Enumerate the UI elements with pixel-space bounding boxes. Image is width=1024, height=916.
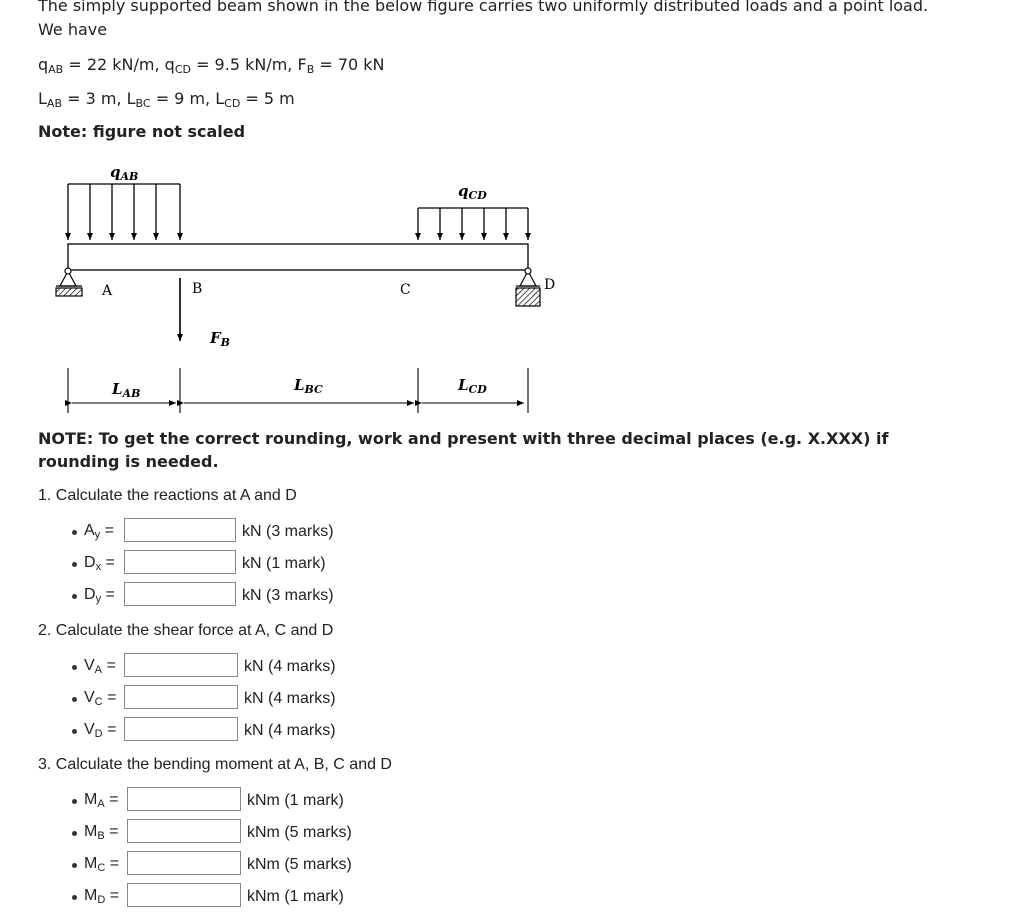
- bullet: [72, 729, 77, 734]
- label-l-bc: $L_{BC}$: [294, 376, 323, 396]
- label-q-ab: $q_{AB}$: [110, 163, 139, 183]
- input-ma[interactable]: [127, 787, 241, 811]
- bullet: [72, 895, 77, 900]
- unit-mc: kNm (5 marks): [247, 856, 352, 873]
- rounding-note-line-1: NOTE: To get the correct rounding, work and present with three decimal places (e.g. X.XXX) if: [38, 429, 889, 448]
- label-l-cd: $L_{CD}$: [458, 376, 487, 396]
- unit-va: kN (4 marks): [244, 658, 336, 675]
- bullet: [72, 831, 77, 836]
- unit-vd: kN (4 marks): [244, 722, 336, 739]
- given-loads: $q_{AB} = 22$ kN/m, $q_{CD} = 9.5$ kN/m, $F_B = 70$ kN: [38, 55, 385, 76]
- bullet: [72, 665, 77, 670]
- bullet: [72, 562, 77, 567]
- label-dx: $D_x$ =: [84, 554, 115, 573]
- bullet: [72, 863, 77, 868]
- label-dy: $D_y$ =: [84, 586, 115, 605]
- bullet: [72, 697, 77, 702]
- label-l-ab: $L_{AB}$: [112, 380, 141, 400]
- label-d: D: [544, 277, 556, 293]
- input-mb[interactable]: [127, 819, 241, 843]
- label-va: $V_A$ =: [84, 657, 116, 676]
- bullet: [72, 530, 77, 535]
- unit-ma: kNm (1 mark): [247, 792, 344, 809]
- figure-note: Note: figure not scaled: [38, 122, 246, 141]
- udl-cd: [418, 208, 528, 240]
- label-ay: $A_y$ =: [84, 522, 114, 541]
- label-fb: $F_B$: [210, 329, 230, 349]
- support-a: [56, 268, 82, 296]
- unit-md: kNm (1 mark): [247, 888, 344, 905]
- label-md: $M_D$ =: [84, 887, 120, 906]
- input-ay[interactable]: [124, 518, 236, 542]
- label-q-cd: $q_{CD}$: [458, 182, 487, 202]
- label-vd: $V_D$ =: [84, 721, 117, 740]
- input-mc[interactable]: [127, 851, 241, 875]
- input-vd[interactable]: [124, 717, 238, 741]
- bullet: [72, 799, 77, 804]
- label-a: A: [102, 283, 113, 299]
- label-vc: $V_C$ =: [84, 689, 117, 708]
- unit-ay: kN (3 marks): [242, 523, 334, 540]
- unit-mb: kNm (5 marks): [247, 824, 352, 841]
- unit-vc: kN (4 marks): [244, 690, 336, 707]
- beam: [68, 244, 528, 270]
- label-ma: $M_A$ =: [84, 791, 119, 810]
- unit-dy: kN (3 marks): [242, 587, 334, 604]
- label-c: C: [400, 282, 411, 298]
- input-dx[interactable]: [124, 550, 236, 574]
- rounding-note-line-2: rounding is needed.: [38, 452, 219, 471]
- unit-dx: kN (1 mark): [242, 555, 326, 572]
- udl-ab: [68, 184, 180, 240]
- intro-line-1: The simply supported beam shown in the below figure carries two uniformly distributed loads and a point load.: [38, 0, 929, 15]
- bullet: [72, 594, 77, 599]
- given-lengths: $L_{AB} = 3$ m, $L_{BC} = 9$ m, $L_{CD} = 5$ m: [38, 89, 295, 110]
- label-mc: $M_C$ =: [84, 855, 120, 874]
- input-dy[interactable]: [124, 582, 236, 606]
- support-d: [516, 268, 540, 306]
- question-3-title: 3. Calculate the bending moment at A, B, C and D: [38, 756, 392, 773]
- label-b: B: [192, 281, 203, 297]
- intro-line-2: We have: [38, 20, 108, 39]
- question-1-title: 1. Calculate the reactions at A and D: [38, 487, 297, 504]
- input-md[interactable]: [127, 883, 241, 907]
- label-mb: $M_B$ =: [84, 823, 119, 842]
- input-va[interactable]: [124, 653, 238, 677]
- beam-figure: [52, 160, 572, 420]
- input-vc[interactable]: [124, 685, 238, 709]
- question-2-title: 2. Calculate the shear force at A, C and D: [38, 622, 334, 639]
